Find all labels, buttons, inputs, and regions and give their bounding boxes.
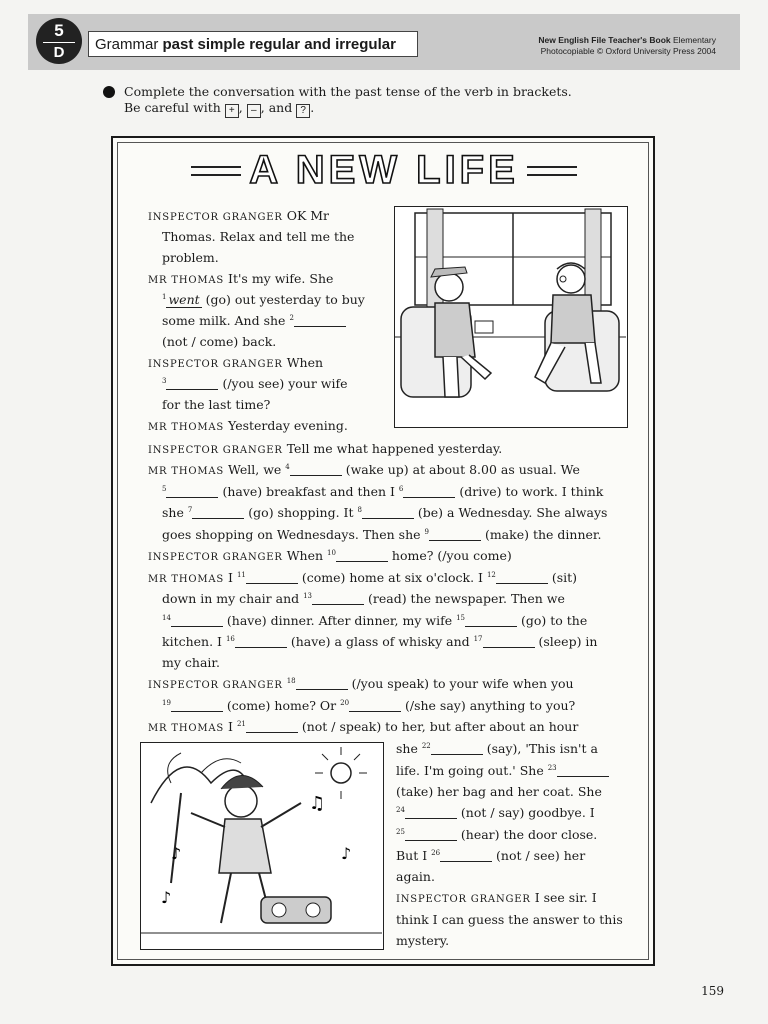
gap-number: 21 [236,720,246,728]
story-line [162,633,597,650]
gap-number: 14 [162,614,171,622]
story-text-segment: (read) the newspaper. Then we [364,591,565,606]
gap-number: 15 [456,614,465,622]
story-text-segment: When [282,548,328,563]
illustration-party [140,742,384,950]
plus-box-icon: + [225,104,239,118]
story-text-segment: think I can guess the answer to this [396,912,623,927]
unit-number: 5 [54,21,64,40]
story-text-segment: (go) to the [517,613,588,628]
story-text-segment: problem. [162,250,219,265]
instruction-line: Complete the conversation with the past tense of the verb in brackets. [124,84,572,99]
story-text-segment: mystery. [396,933,450,948]
answer-blank[interactable] [166,486,218,498]
story-line [162,396,270,413]
story-text-segment: (not / speak) to her, but after about an hour [297,719,579,734]
story-text-segment: (come) home? Or [222,698,341,713]
answer-blank[interactable] [496,572,548,584]
gap-number: 3 [162,377,167,385]
gap-number: 26 [431,849,441,857]
answer-blank[interactable] [171,615,223,627]
topic-label: past simple regular and irregular [162,36,396,53]
and-label: , and [260,100,293,115]
minus-box-icon: – [247,104,261,118]
answer-blank[interactable] [405,807,457,819]
story-text-segment: she [162,505,188,520]
story-text-segment: kitchen. I [162,634,226,649]
speaker-label: INSPECTOR GRANGER [148,445,283,456]
story-text-segment: (go) out yesterday to buy [201,292,365,307]
story-line [148,461,580,480]
gap-number: 6 [398,485,404,493]
answer-blank[interactable] [429,529,481,541]
story-text-segment: Thomas. Relax and tell me the [162,229,355,244]
svg-text:♫: ♫ [309,793,326,814]
story-text-segment: (come) home at six o'clock. I [297,570,487,585]
story-line [162,249,219,266]
title-bars-left [191,166,241,176]
answer-blank[interactable] [440,850,492,862]
story-line [162,333,276,350]
book-level: Elementary [673,35,716,45]
story-line [162,697,575,714]
story-text-segment: (not / see) her [492,848,586,863]
example-answer: went [168,292,200,307]
story-line [396,826,597,843]
story-line [396,740,598,757]
svg-text:♪: ♪ [171,844,182,863]
story-text-segment: (have) a glass of whisky and [286,634,474,649]
story-text-segment: Yesterday evening. [224,418,348,433]
story-line [148,718,578,737]
gap-number: 23 [547,764,557,772]
worksheet-header [28,14,740,70]
story-text-segment: Tell me what happened yesterday. [282,441,503,456]
story-line [396,868,435,885]
instruction-careful: Be careful with + , – , and ? . [124,100,315,116]
story-title [0,148,768,193]
question-box-icon: ? [296,104,310,118]
gap-number: 9 [424,528,429,536]
story-line [148,207,329,226]
story-line [396,889,597,908]
speaker-label: INSPECTOR GRANGER [148,212,283,223]
story-text-segment: (go) shopping. It [244,505,358,520]
instructions [124,84,644,118]
page-number: 159 [701,984,724,998]
gap-number: 24 [396,806,405,814]
story-line [162,291,365,308]
answer-blank[interactable] [403,486,455,498]
story-line [148,547,512,566]
story-line [396,847,585,864]
story-line [396,762,609,779]
story-text-segment: (be) a Wednesday. She always [413,505,608,520]
gap-number: 1 [162,293,167,301]
story-text-segment: (/she say) anything to you? [401,698,576,713]
story-text-segment: (sit) [547,570,578,585]
story-text-segment: I see sir. I [530,890,597,905]
story-text-segment: (wake up) at about 8.00 as usual. We [341,462,580,477]
story-text-segment: my chair. [162,655,220,670]
gap-number: 19 [162,699,171,707]
story-line [148,440,502,459]
careful-label: Be careful with [124,100,221,115]
story-text-segment: (sleep) in [534,634,598,649]
book-title: New English File Teacher's Book [538,35,671,45]
publisher-info [538,35,716,57]
answer-blank[interactable] [290,464,342,476]
story-text-segment: (drive) to work. I think [455,484,604,499]
answer-blank[interactable] [192,507,244,519]
story-text-segment: (not / come) back. [162,334,277,349]
story-line [162,228,354,245]
gap-number: 2 [289,314,294,322]
story-line [162,654,220,671]
answer-blank[interactable] [296,678,348,690]
story-text-segment: When [282,355,324,370]
story-title-text: A NEW LIFE [249,148,519,192]
story-text-segment: (have) dinner. After dinner, my wife [222,613,457,628]
illustration-interview [394,206,628,428]
story-text-segment: (not / say) goodbye. I [456,805,595,820]
story-text-segment: Well, we [224,462,286,477]
answer-blank[interactable] [483,636,535,648]
story-text-segment: I [224,719,237,734]
answer-blank[interactable] [312,593,364,605]
story-text-segment: OK Mr [282,208,330,223]
interview-drawing [395,207,626,426]
story-text-segment: I [224,570,237,585]
gap-number: 25 [396,828,405,836]
speaker-label: MR THOMAS [148,574,225,585]
speaker-label: MR THOMAS [148,422,225,433]
gap-number: 20 [340,699,350,707]
story-text-segment: (hear) the door close. [456,827,598,842]
story-line [396,932,449,949]
story-text-segment: (make) the dinner. [480,527,602,542]
speaker-label: INSPECTOR GRANGER [396,894,531,905]
speaker-label: INSPECTOR GRANGER [148,359,283,370]
gap-number: 10 [327,549,336,557]
gap-number: 22 [421,742,431,750]
story-line [148,354,323,373]
gap-number: 5 [162,485,167,493]
gap-number: 12 [486,571,496,579]
speaker-label: INSPECTOR GRANGER [148,552,283,563]
story-line [396,804,595,821]
gap-number: 4 [285,463,290,471]
answer-blank[interactable] [166,378,218,390]
party-drawing [141,743,382,948]
gap-number: 17 [473,635,483,643]
story-text-segment: she [396,741,422,756]
answer-blank[interactable] [405,829,457,841]
gap-number: 8 [357,506,362,514]
gap-number: 18 [286,677,296,685]
section-title [88,31,418,57]
story-text-segment: (/you see) your wife [218,376,348,391]
story-text-segment: again. [396,869,435,884]
gap-number: 16 [225,635,235,643]
title-bars-right [527,166,577,176]
story-text-segment: (/you speak) to your wife when you [347,676,574,691]
story-text-segment: home? (/you come) [387,548,512,563]
story-text-segment: (take) her bag and her coat. She [396,784,602,799]
svg-text:♪: ♪ [341,844,352,863]
story-line [162,612,587,629]
answer-blank[interactable] [362,507,414,519]
story-line [162,312,346,329]
gap-number: 11 [236,571,246,579]
story-line [396,911,623,928]
svg-text:♪: ♪ [161,888,172,907]
speaker-label: MR THOMAS [148,723,225,734]
story-text-segment: But I [396,848,432,863]
gap-number: 7 [187,506,193,514]
story-line [148,675,574,694]
story-line [148,417,348,436]
story-text-segment: some milk. And she [162,313,290,328]
answer-blank[interactable] [336,550,388,562]
bullet-icon [103,86,115,98]
speaker-label: MR THOMAS [148,275,225,286]
story-text-segment: life. I'm going out.' She [396,763,548,778]
answer-blank[interactable] [246,572,298,584]
answer-blank[interactable] [465,615,517,627]
story-line [162,526,601,543]
answer-blank[interactable] [294,315,346,327]
story-line [148,270,333,289]
gap-number: 13 [303,592,313,600]
story-text-segment: for the last time? [162,397,271,412]
story-line [162,590,565,607]
copyright-line: Photocopiable © Oxford University Press 2004 [540,46,716,56]
answer-blank[interactable] [557,765,609,777]
story-line [396,783,602,800]
story-text-segment: (have) breakfast and then I [218,484,399,499]
answer-blank[interactable] [235,636,287,648]
end-dot: . [310,100,315,115]
story-line [162,375,348,392]
answer-blank[interactable] [171,700,223,712]
story-text-segment: It's my wife. She [224,271,334,286]
answer-blank[interactable] [431,743,483,755]
story-text-segment: (say), 'This isn't a [482,741,598,756]
story-line [162,504,607,521]
story-text-segment: down in my chair and [162,591,304,606]
unit-badge [36,18,82,64]
answer-blank[interactable] [246,721,298,733]
unit-letter: D [43,42,75,61]
speaker-label: MR THOMAS [148,466,225,477]
section-label: Grammar [95,36,159,53]
story-line [148,569,577,588]
story-text-segment: goes shopping on Wednesdays. Then she [162,527,425,542]
story-line [162,483,603,500]
answer-blank[interactable] [349,700,401,712]
speaker-label: INSPECTOR GRANGER [148,680,283,691]
